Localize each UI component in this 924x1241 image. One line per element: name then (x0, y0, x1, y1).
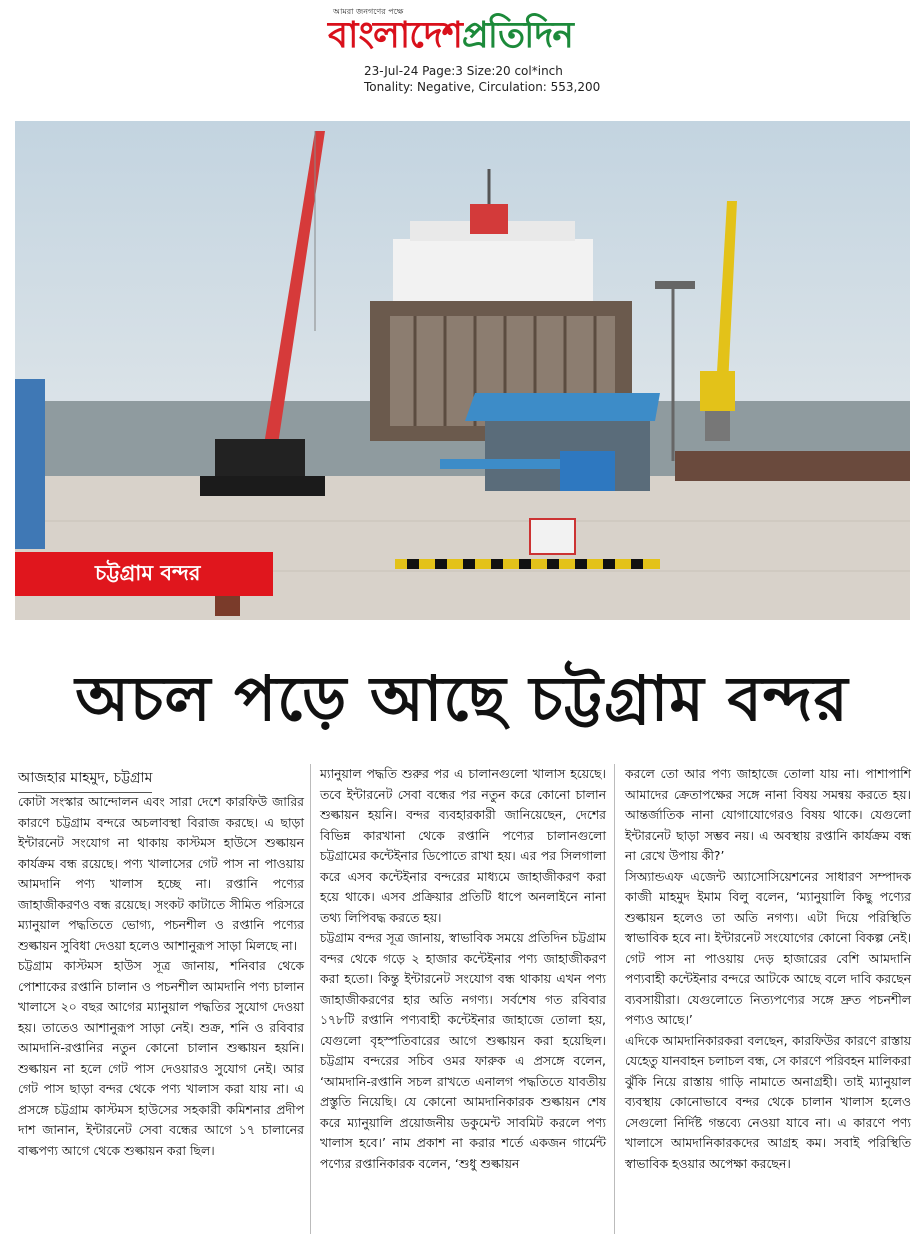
column-divider (310, 764, 311, 1234)
article-headline: অচল পড়ে আছে চট্টগ্রাম বন্দর (75, 662, 849, 735)
clipping-meta-date-size: 23-Jul-24 Page:3 Size:20 col*inch (364, 64, 563, 78)
paragraph: চট্টগ্রাম কাস্টমস হাউস সূত্র জানায়, শনিবার থেকে পোশাকের রপ্তানি চালান ও পচনশীল আমদানি পণ্য চালান খালাসে ২০ বছর আগের ম্যানুয়াল পদ্ধতির সুযোগ দেওয়া হয়। তাতেও আশানুরূপ সাড়া নেই। শুক্র, শনি ও রবিবার আমদানি-রপ্তানির নতুন কোনো চালান শুল্কায়ন হয়নি। শুল্কায়ন না হলে গেট পাস দেওয়ারও সুযোগ নেই। আর গেট পাস ছাড়া বন্দর থেকে পণ্য খালাস করা যায় না। এ প্রসঙ্গে চট্টগ্রাম কাস্টমস হাউসের সহকারী কমিশনার প্রদীপ দাশ জানান, ইন্টারনেট সেবা বন্ধের আগে ১৭ চালানের বাল্কপণ্য আগে থেকে শুল্কায়ন করা ছিল। (18, 958, 304, 1158)
article-column-2 (320, 764, 606, 1174)
paragraph: চট্টগ্রাম বন্দর সূত্র জানায়, স্বাভাবিক সময়ে প্রতিদিন চট্টগ্রাম বন্দর থেকে গড়ে ২ হাজার কন্টেইনার পণ্য জাহাজীকরণ করা হতো। কিন্তু ইন্টারনেট সংযোগ বন্ধ থাকায় এখন পণ্য জাহাজীকরণের হার অতি নগণ্য। সর্বশেষ গত রবিবার ১৭৮টি রপ্তানি পণ্যবাহী কন্টেইনার জাহাজে তোলা হয়, যেগুলো বৃহস্পতিবারের আগে শুল্কায়ন করা হয়েছিল। চট্টগ্রাম বন্দরের সচিব ওমর ফারুক এ প্রসঙ্গে বলেন, ‘আমদানি-রপ্তানি সচল রাখতে এনালগ পদ্ধতিতে যাবতীয় প্রস্তুতি নিয়েছি। যে কোনো আমদানিকারক শুল্কায়ন শেষ করে ম্যানুয়ালি প্রয়োজনীয় ডকুমেন্ট সাবমিট করলে পণ্য খালাস হবে।’ নাম প্রকাশ না করার শর্তে একজন গার্মেন্ট পণ্যের রপ্তানিকারক বলেন, ‘শুধু শুল্কায়ন (320, 930, 606, 1171)
masthead-tagline: আমরা জনগণের পক্ষে (333, 7, 404, 16)
paragraph: করলে তো আর পণ্য জাহাজে তোলা যায় না। পাশাপাশি আমাদের ক্রেতাপক্ষের সঙ্গে নানা বিষয় সমন্বয় করতে হয়। আন্তর্জাতিক নানা যোগাযোগেরও বিষয় থাকে। যেগুলো ইন্টারনেট ছাড়া সম্ভব নয়। এ অবস্থায় রপ্তানি কার্যক্রম বন্ধ না রেখে উপায় কী?’ (625, 766, 911, 863)
article-byline: আজহার মাহমুদ, চট্টগ্রাম (18, 766, 152, 793)
photo-caption-text: চট্টগ্রাম বন্দর (95, 560, 201, 585)
paragraph: সিঅ্যান্ডএফ এজেন্ট অ্যাসোসিয়েশনের সাধারণ সম্পাদক কাজী মাহমুদ ইমাম বিলু বলেন, ‘ম্যানুয়ালি কিছু পণ্যের শুল্কায়ন হলেও তা অতি নগণ্য। এটা দিয়ে পরিস্থিতি স্বাভাবিক হবে না। ইন্টারনেট সংযোগের কোনো বিকল্প নেই। গেট পাস না পাওয়ায় দেড় হাজারের বেশি আমদানি পণ্যবাহী কন্টেইনার বন্দরে আটকে আছে বলে দাবি করছেন ব্যবসায়ীরা। যেগুলোতে নিত্যপণ্যের সঙ্গে দ্রুত পচনশীল পণ্যও আছে।’ (625, 868, 911, 1027)
logo-part-bangladesh: বাংলাদেশ (328, 15, 462, 56)
clipping-meta-tonality: Tonality: Negative, Circulation: 553,200 (364, 80, 601, 94)
port-photo-illustration (15, 121, 910, 620)
column-divider (614, 764, 615, 1234)
article-column-1 (18, 792, 304, 1161)
paragraph: কোটা সংস্কার আন্দোলন এবং সারা দেশে কারফিউ জারির কারণে চট্টগ্রাম বন্দরে অচলাবস্থা বিরাজ করছে। এ ছাড়া ইন্টারনেট সংযোগ না থাকায় কাস্টমস হাউসে শুল্কায়ন কার্যক্রম বন্ধ রয়েছে। পণ্য খালাসের গেট পাস না পাওয়ায় আমদানি পণ্য খালাস হচ্ছে না। রপ্তানি পণ্যের জাহাজীকরণও বন্ধ রয়েছে। সংকট কাটাতে সীমিত পরিসরে ম্যানুয়াল পদ্ধতিতে ভোগ্য, পচনশীল ও রপ্তানি পণ্যের শুল্কায়ন সুবিধা দেওয়া হলেও আশানুরূপ সাড়া মিলছে না। (18, 794, 304, 953)
paragraph: এদিকে আমদানিকারকরা বলছেন, কারফিউর কারণে রাস্তায় যেহেতু যানবাহন চলাচল বন্ধ, সে কারণে পরিবহন মালিকরা ঝুঁকি নিয়ে রাস্তায় গাড়ি নামাতে অনাগ্রহী। তাই ম্যানুয়াল ব্যবস্থায় কোনোভাবে বন্দর থেকে চালান খালাস হলেও সেগুলো নির্দিষ্ট গন্তব্যে নেওয়া যাবে না। এ কারণে পণ্য খালাসে আমদানিকারকদের আগ্রহ কম। সবাই পরিস্থিতি স্বাভাবিক হওয়ার অপেক্ষা করছেন। (625, 1032, 911, 1171)
port-photo (15, 121, 910, 620)
photo-caption-label (15, 552, 273, 596)
masthead (0, 0, 924, 108)
newspaper-logo (328, 14, 573, 58)
logo-part-protidin: প্রতিদিন (461, 15, 573, 56)
article-column-3 (625, 764, 911, 1174)
paragraph: ম্যানুয়াল পদ্ধতি শুরুর পর এ চালানগুলো খালাস হয়েছে। তবে ইন্টারনেট সেবা বন্ধের পর নতুন করে কোনো চালান শুল্কায়ন হয়নি। বন্দর ব্যবহারকারী জানিয়েছেন, দেশের বিভিন্ন কারখানা থেকে রপ্তানি পণ্যের চালানগুলো চট্টগ্রামের কন্টেইনার ডিপোতে রাখা হয়। এর পর সিলগালা করে এসব কন্টেইনার বন্দরের মাধ্যমে জাহাজীকরণ করা হয়ে থাকে। এসব প্রক্রিয়ার প্রতিটি ধাপে অনলাইনে নানা তথ্য লিপিবদ্ধ করতে হয়। (320, 766, 606, 925)
